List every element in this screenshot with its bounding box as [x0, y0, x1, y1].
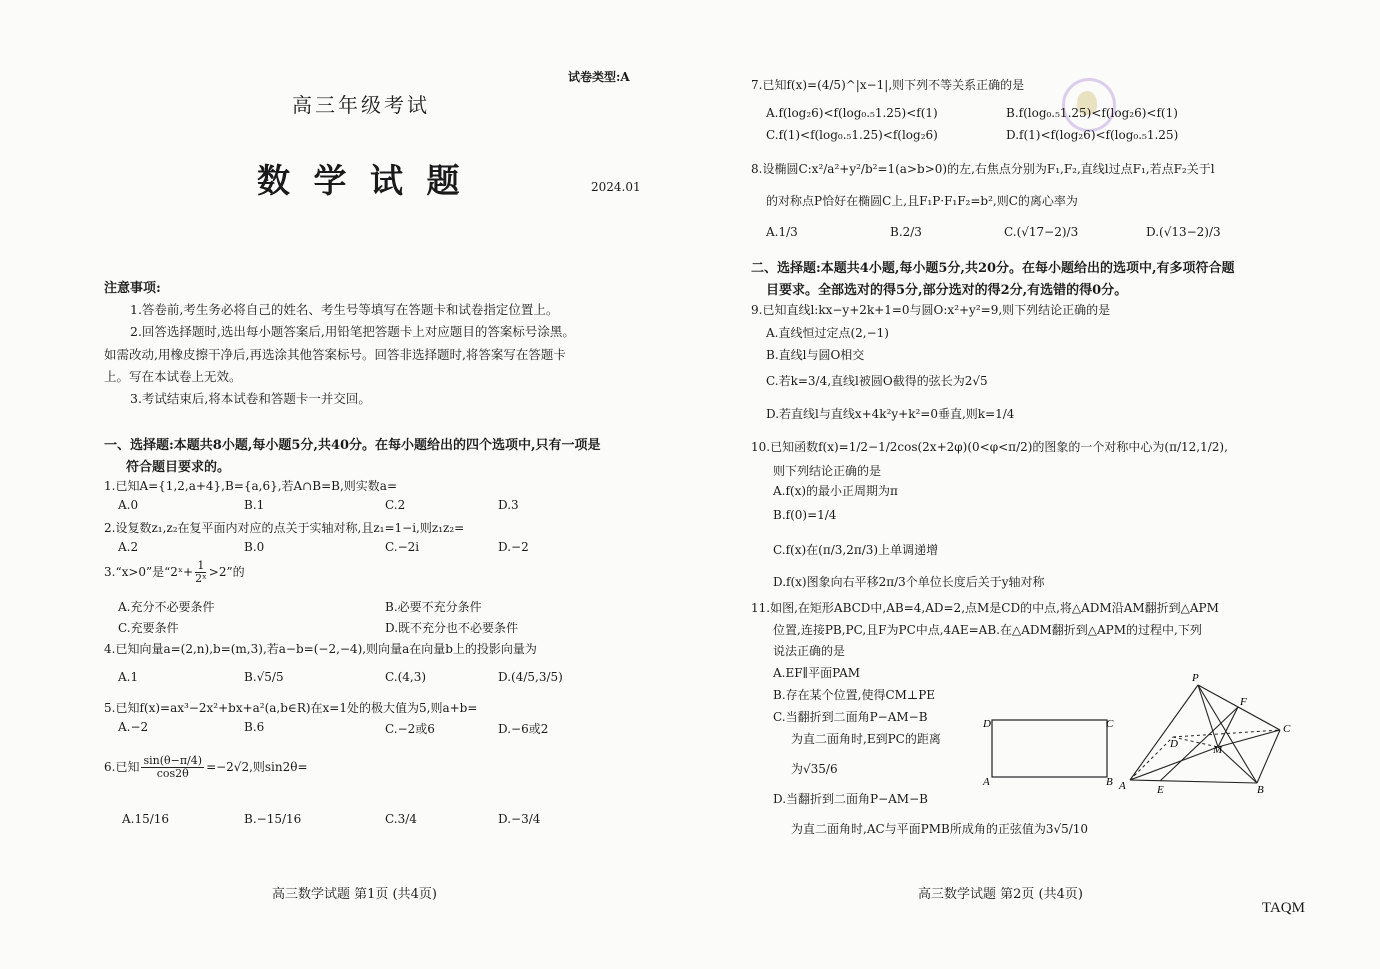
q3-frac-num: 1 — [197, 559, 205, 572]
q1-stem: 1.已知A={1,2,a+4},B={a,6},若A∩B=B,则实数a= — [104, 479, 397, 493]
q10-opt-a: A.f(x)的最小正周期为π — [773, 484, 898, 498]
q1-opt-c: C.2 — [385, 498, 406, 512]
label-c: C — [1283, 723, 1291, 735]
q10-stem-cont: 则下列结论正确的是 — [773, 464, 882, 478]
rectangle-abcd — [992, 720, 1107, 777]
q5-opt-a: A.−2 — [118, 720, 149, 734]
q10-opt-c: C.f(x)在(π/3,2π/3)上单调递增 — [773, 543, 939, 557]
q2-opt-b: B.0 — [244, 540, 265, 554]
left-footer: 高三数学试题 第1页 (共4页) — [272, 887, 437, 902]
q7-opt-a: A.f(log₂6)<f(log₀.₅1.25)<f(1) — [766, 106, 938, 120]
q6-opt-d: D.−3/4 — [498, 812, 541, 826]
q3-stem — [104, 560, 245, 585]
q4-opt-d: D.(4/5,3/5) — [498, 670, 563, 684]
subject-title: 数 学 试 题 — [257, 161, 466, 200]
q10-stem: 10.已知函数f(x)=1/2−1/2cos(2x+2φ)(0<φ<π/2)的图象的一个对称中心为(π/12,1/2), — [751, 440, 1228, 454]
q6-opt-c: C.3/4 — [385, 812, 417, 826]
q2-opt-c: C.−2i — [385, 540, 420, 554]
q6-stem-a: 6.已知 — [104, 760, 140, 774]
pyramid-hidden-edges — [1130, 730, 1280, 780]
note-2: 2.回答选择题时,选出每小题答案后,用铅笔把答题卡上对应题目的答案标号涂黑。 — [130, 324, 575, 339]
q1-opt-d: D.3 — [498, 498, 519, 512]
exam-name: 高三年级考试 — [292, 93, 430, 117]
paper-type: 试卷类型:A — [568, 70, 630, 84]
label-a: A — [1119, 780, 1126, 792]
section2-heading-cont: 目要求。全部选对的得5分,部分选对的得2分,有选错的得0分。 — [766, 283, 1128, 298]
q6-frac-num: sin(θ−π/4) — [143, 754, 203, 767]
q3-frac-den: 2ˣ — [195, 572, 207, 585]
q4-opt-b: B.√5/5 — [244, 670, 284, 684]
paper-code: TAQM — [1262, 900, 1305, 916]
q3-opt-d: D.既不充分也不必要条件 — [385, 621, 519, 635]
q6-frac-den: cos2θ — [156, 767, 189, 780]
q4-opt-c: C.(4,3) — [385, 670, 427, 684]
q8-stem-cont: 的对称点P恰好在椭圆C上,且F₁P·F₁F₂=b²,则C的离心率为 — [766, 194, 1078, 208]
pyramid-pamb — [1130, 685, 1280, 783]
q11-opt-d-cont: 为直二面角时,AC与平面PMB所成角的正弦值为3√5/10 — [791, 822, 1089, 836]
q3-stem-b: >2”的 — [208, 565, 245, 579]
q4-stem: 4.已知向量a=(2,n),b=(m,3),若a−b=(−2,−4),则向量a在向量b上的投影向量为 — [104, 642, 537, 656]
q2-opt-a: A.2 — [118, 540, 139, 554]
q6-opt-b: B.−15/16 — [244, 812, 302, 826]
notes-title: 注意事项: — [104, 281, 161, 296]
q11-opt-c-end: 为√35/6 — [791, 762, 838, 776]
note-3: 3.考试结束后,将本试卷和答题卡一并交回。 — [130, 391, 371, 406]
q5-opt-b: B.6 — [244, 720, 265, 734]
q3-stem-a: 3.“x>0”是“2ˣ+ — [104, 565, 194, 579]
label-e: E — [1157, 784, 1164, 796]
section1-heading: 一、选择题:本题共8小题,每小题5分,共40分。在每小题给出的四个选项中,只有一项是 — [104, 438, 601, 453]
q8-stem: 8.设椭圆C:x²/a²+y²/b²=1(a>b>0)的左,右焦点分别为F₁,F₂,直线l过点F₁,若点F₂关于l — [751, 162, 1215, 176]
q10-opt-b: B.f(0)=1/4 — [773, 508, 837, 522]
q11-opt-c-cont: 为直二面角时,E到PC的距离 — [791, 732, 941, 746]
q6-stem — [104, 755, 308, 780]
q6-opt-a: A.15/16 — [122, 812, 170, 826]
q11-stem-end: 说法正确的是 — [773, 644, 846, 658]
q9-opt-c: C.若k=3/4,直线l被圆O截得的弦长为2√5 — [766, 374, 988, 388]
q7-opt-c: C.f(1)<f(log₀.₅1.25)<f(log₂6) — [766, 128, 938, 142]
q11-opt-c: C.当翻折到二面角P−AM−B — [773, 710, 928, 724]
section1-heading-cont: 符合题目要求的。 — [126, 460, 231, 475]
q1-opt-b: B.1 — [244, 498, 265, 512]
q5-opt-c: C.−2或6 — [385, 722, 435, 736]
q8-opt-b: B.2/3 — [890, 225, 922, 239]
q8-opt-c: C.(√17−2)/3 — [1004, 225, 1079, 239]
q2-stem: 2.设复数z₁,z₂在复平面内对应的点关于实轴对称,且z₁=1−i,则z₁z₂= — [104, 521, 465, 535]
q5-stem: 5.已知f(x)=ax³−2x²+bx+a²(a,b∈R)在x=1处的极大值为5,则a+b= — [104, 701, 478, 715]
section2-heading: 二、选择题:本题共4小题,每小题5分,共20分。在每小题给出的选项中,有多项符合题 — [751, 261, 1235, 276]
note-2-cont: 如需改动,用橡皮擦干净后,再选涂其他答案标号。回答非选择题时,将答案写在答题卡 — [104, 347, 566, 362]
label-d-rect: D — [983, 718, 991, 730]
q3-opt-a: A.充分不必要条件 — [118, 600, 215, 614]
geometry-figure — [975, 665, 1305, 800]
right-footer: 高三数学试题 第2页 (共4页) — [918, 887, 1083, 902]
q11-opt-d: D.当翻折到二面角P−AM−B — [773, 792, 928, 806]
note-1: 1.答卷前,考生务必将自己的姓名、考生号等填写在答题卡和试卷指定位置上。 — [130, 302, 559, 317]
label-f: F — [1240, 696, 1247, 708]
q5-opt-d: D.−6或2 — [498, 722, 549, 736]
q3-opt-c: C.充要条件 — [118, 621, 179, 635]
label-b-rect: B — [1106, 776, 1113, 788]
note-2-end: 上。写在本试卷上无效。 — [104, 369, 242, 384]
label-p: P — [1192, 672, 1199, 684]
q3-fraction — [195, 560, 207, 585]
q3-opt-b: B.必要不充分条件 — [385, 600, 482, 614]
q7-opt-d: D.f(1)<f(log₂6)<f(log₀.₅1.25) — [1006, 128, 1179, 142]
q1-opt-a: A.0 — [118, 498, 139, 512]
q7-stem: 7.已知f(x)=(4/5)^|x−1|,则下列不等关系正确的是 — [751, 78, 1025, 92]
q9-stem: 9.已知直线l:kx−y+2k+1=0与圆O:x²+y²=9,则下列结论正确的是 — [751, 303, 1111, 317]
label-b: B — [1257, 784, 1264, 796]
q8-opt-d: D.(√13−2)/3 — [1146, 225, 1221, 239]
q11-stem-cont: 位置,连接PB,PC,且F为PC中点,4AE=AB.在△ADM翻折到△APM的过程中,下列 — [773, 623, 1202, 637]
q6-fraction — [141, 755, 204, 780]
q6-stem-b: =−2√2,则sin2θ= — [206, 760, 308, 774]
label-d: D — [1170, 738, 1178, 750]
q9-opt-a: A.直线恒过定点(2,−1) — [766, 326, 889, 340]
q9-opt-b: B.直线l与圆O相交 — [766, 348, 865, 362]
label-a-rect: A — [983, 776, 990, 788]
q11-opt-b: B.存在某个位置,使得CM⊥PE — [773, 688, 936, 702]
q4-opt-a: A.1 — [118, 670, 139, 684]
q11-stem: 11.如图,在矩形ABCD中,AB=4,AD=2,点M是CD的中点,将△ADM沿AM翻折到△APM — [751, 601, 1219, 615]
label-m: M — [1213, 744, 1223, 756]
watermark-logo-icon — [1062, 78, 1116, 132]
q8-opt-a: A.1/3 — [766, 225, 798, 239]
label-c-rect: C — [1106, 718, 1114, 730]
q11-opt-a: A.EF∥平面PAM — [773, 666, 861, 680]
exam-date: 2024.01 — [591, 180, 641, 194]
q2-opt-d: D.−2 — [498, 540, 529, 554]
q7-opt-b: B.f(log₀.₅1.25)<f(log₂6)<f(1) — [1006, 106, 1178, 120]
q9-opt-d: D.若直线l与直线x+4k²y+k²=0垂直,则k=1/4 — [766, 407, 1015, 421]
q10-opt-d: D.f(x)图象向右平移2π/3个单位长度后关于y轴对称 — [773, 575, 1045, 589]
